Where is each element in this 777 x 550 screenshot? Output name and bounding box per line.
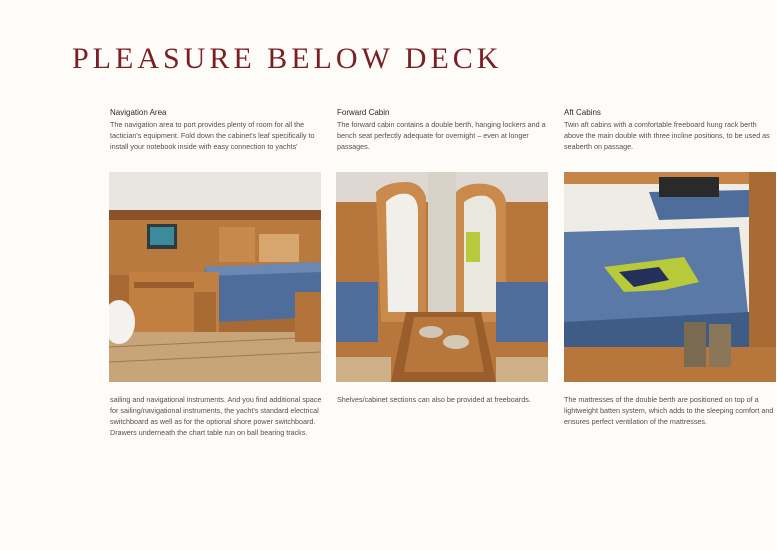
aft-cabins-section xyxy=(564,108,776,152)
navigation-area-section xyxy=(110,108,322,152)
section-intro: The navigation area to port provides plenty of room for all the tactician's equipment. Fold down the cabinet's leaf specifically to install your notebook inside with easy connection to yachts' xyxy=(110,120,315,151)
section-heading: Aft Cabins xyxy=(564,108,601,117)
section-caption: Shelves/cabinet sections can also be provided at freeboards. xyxy=(337,395,531,404)
section-intro: Twin aft cabins with a comfortable freeboard hung rack berth above the main double with three incline positions, to be used as seaberth on passage. xyxy=(564,120,770,151)
aft-cabin-photo xyxy=(564,172,776,382)
navigation-area-photo xyxy=(109,172,321,382)
section-heading: Forward Cabin xyxy=(337,108,390,117)
forward-cabin-section xyxy=(337,108,549,152)
page-title: PLEASURE BELOW DECK xyxy=(72,42,503,75)
section-heading: Navigation Area xyxy=(110,108,167,117)
section-caption: The mattresses of the double berth are positioned on top of a lightweight batten system, which adds to the sleeping comfort and ensures perfect ventilation of the mattresses. xyxy=(564,395,774,426)
forward-cabin-photo xyxy=(336,172,548,382)
section-caption: sailing and navigational instruments. And you find additional space for sailing/navigational instruments, the yacht's standard electrical switchboard as well as for the optional shore power switchboard. Drawers underneath the chart table run on ball bearing tracks. xyxy=(110,395,322,437)
section-intro: The forward cabin contains a double berth, hanging lockers and a bench seat perfectly adequate for overnight – even at longer passages. xyxy=(337,120,546,151)
